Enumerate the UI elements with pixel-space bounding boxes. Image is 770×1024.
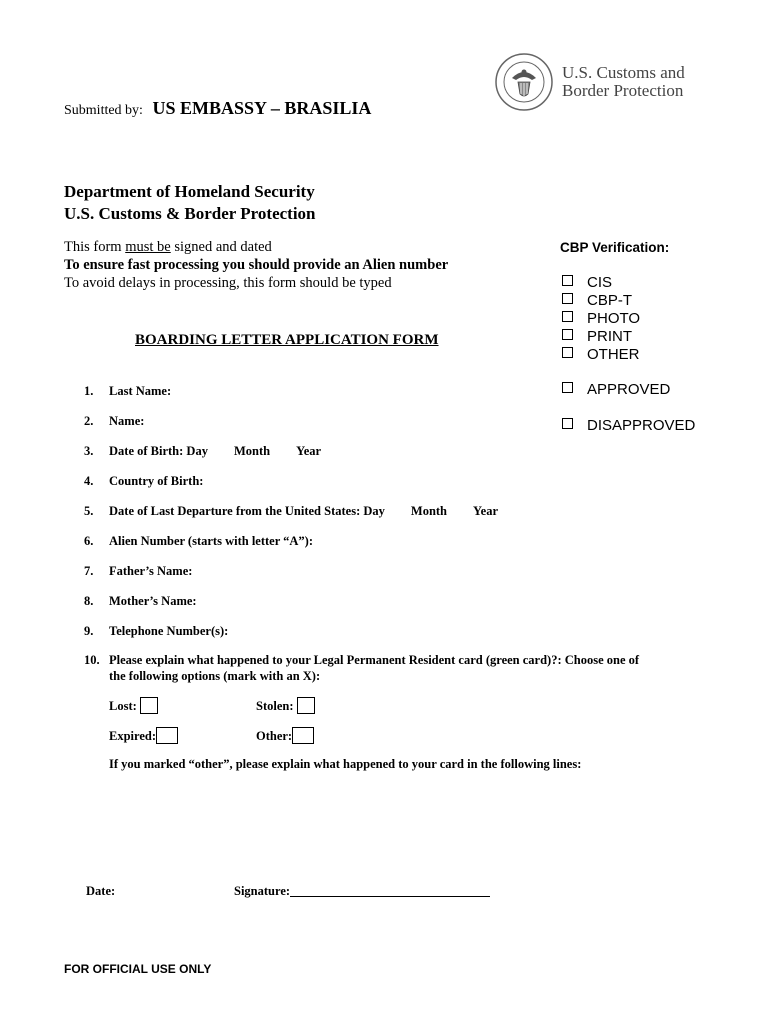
logo-line-1: U.S. Customs and (562, 63, 685, 82)
cbp-item-photo[interactable] (562, 310, 640, 327)
submitted-by-label: Submitted by: (64, 103, 143, 118)
form-title: BOARDING LETTER APPLICATION FORM (135, 332, 439, 348)
option-stolen[interactable] (256, 697, 315, 714)
submitted-by (64, 98, 371, 119)
cbp-verification-title: CBP Verification: (560, 240, 670, 255)
dhs-seal-icon (494, 52, 554, 112)
question-green-card (84, 653, 639, 668)
question-number: 3. (84, 444, 94, 458)
question-label: Date of Last Departure from the United States: Day (109, 504, 385, 518)
question-mothers-name[interactable] (84, 594, 197, 609)
cbp-item-label: OTHER (587, 346, 640, 363)
agency-heading (64, 181, 316, 225)
cbp-item-cis[interactable] (562, 274, 612, 291)
intro-line-1-underlined: must be (125, 239, 171, 255)
option-stolen-label: Stolen: (256, 699, 294, 713)
question-label: Country of Birth: (109, 474, 204, 488)
question-country-of-birth[interactable] (84, 474, 203, 489)
option-stolen-checkbox[interactable] (297, 697, 315, 714)
question-label: Please explain what happened to your Legal Permanent Resident card (green card)?: Choose one of (109, 653, 640, 667)
option-lost-checkbox[interactable] (140, 697, 158, 714)
question-label: Alien Number (starts with letter “A”): (109, 534, 314, 548)
cbp-item-label: CIS (587, 274, 613, 291)
question-number: 7. (84, 564, 94, 578)
cbp-approved[interactable] (562, 381, 670, 398)
question-number: 6. (84, 534, 94, 548)
option-expired-label: Expired: (109, 729, 156, 743)
other-explanation-prompt: If you marked “other”, please explain what happened to your card in the following lines: (109, 757, 582, 771)
official-use-label: FOR OFFICIAL USE ONLY (64, 962, 212, 976)
option-lost[interactable] (109, 697, 158, 714)
cbp-checkbox[interactable] (562, 382, 573, 393)
question-number: 4. (84, 474, 94, 488)
question-number: 1. (84, 384, 94, 398)
date-label: Date: (86, 884, 116, 898)
question-number: 10. (84, 653, 100, 667)
year-label: Year (296, 444, 322, 458)
cbp-checkbox[interactable] (562, 275, 573, 286)
month-label: Month (410, 504, 448, 518)
question-number: 2. (84, 414, 94, 428)
cbp-checkbox[interactable] (562, 293, 573, 304)
cbp-checkbox[interactable] (562, 311, 573, 322)
cbp-logo-text (562, 64, 685, 100)
option-lost-label: Lost: (109, 699, 137, 713)
question-number: 9. (84, 624, 94, 638)
intro-line-3: To avoid delays in processing, this form should be typed (64, 275, 392, 291)
cbp-checkbox[interactable] (562, 347, 573, 358)
logo-line-2: Border Protection (562, 81, 684, 100)
agency-line-2: U.S. Customs & Border Protection (64, 204, 316, 223)
cbp-item-label: CBP-T (587, 292, 632, 309)
cbp-checkbox[interactable] (562, 418, 573, 429)
intro-instructions (64, 238, 448, 292)
question-last-departure[interactable] (84, 504, 498, 519)
question-number: 5. (84, 504, 94, 518)
question-fathers-name[interactable] (84, 564, 192, 579)
question-label: Last Name: (109, 384, 172, 398)
question-label: Mother’s Name: (109, 594, 197, 608)
cbp-item-other[interactable] (562, 346, 640, 363)
intro-line-2: To ensure fast processing you should provide an Alien number (64, 257, 449, 273)
question-alien-number[interactable] (84, 534, 313, 549)
intro-line-1-post: signed and dated (170, 239, 272, 255)
cbp-item-label: PHOTO (587, 310, 641, 327)
option-other-label: Other: (256, 729, 293, 743)
option-expired-checkbox[interactable] (156, 727, 178, 744)
intro-line-1 (64, 238, 448, 256)
question-last-name[interactable] (84, 384, 171, 399)
cbp-disapproved[interactable] (562, 417, 695, 434)
question-label: Date of Birth: Day (109, 444, 208, 458)
cbp-item-print[interactable] (562, 328, 632, 345)
agency-line-1: Department of Homeland Security (64, 182, 315, 201)
question-date-of-birth[interactable] (84, 444, 321, 459)
question-label: Father’s Name: (109, 564, 193, 578)
question-telephone[interactable] (84, 624, 228, 639)
cbp-disapproved-label: DISAPPROVED (587, 417, 696, 434)
option-other[interactable] (256, 727, 314, 744)
question-label: Name: (109, 414, 145, 428)
submitted-by-value: US EMBASSY – BRASILIA (152, 98, 372, 118)
option-expired[interactable] (109, 727, 178, 744)
cbp-item-cbp-t[interactable] (562, 292, 632, 309)
question-number: 8. (84, 594, 94, 608)
year-label: Year (473, 504, 499, 518)
intro-line-1-pre: This form (64, 239, 126, 255)
cbp-checkbox[interactable] (562, 329, 573, 340)
signature-line[interactable] (290, 884, 490, 897)
month-label: Month (233, 444, 271, 458)
question-label: Telephone Number(s): (109, 624, 229, 638)
cbp-approved-label: APPROVED (587, 381, 671, 398)
signature-field[interactable] (234, 884, 490, 899)
question-name[interactable] (84, 414, 144, 429)
signature-label: Signature: (234, 884, 291, 898)
option-other-checkbox[interactable] (292, 727, 314, 744)
question-green-card-line-2: the following options (mark with an X): (109, 669, 321, 683)
cbp-item-label: PRINT (587, 328, 632, 345)
